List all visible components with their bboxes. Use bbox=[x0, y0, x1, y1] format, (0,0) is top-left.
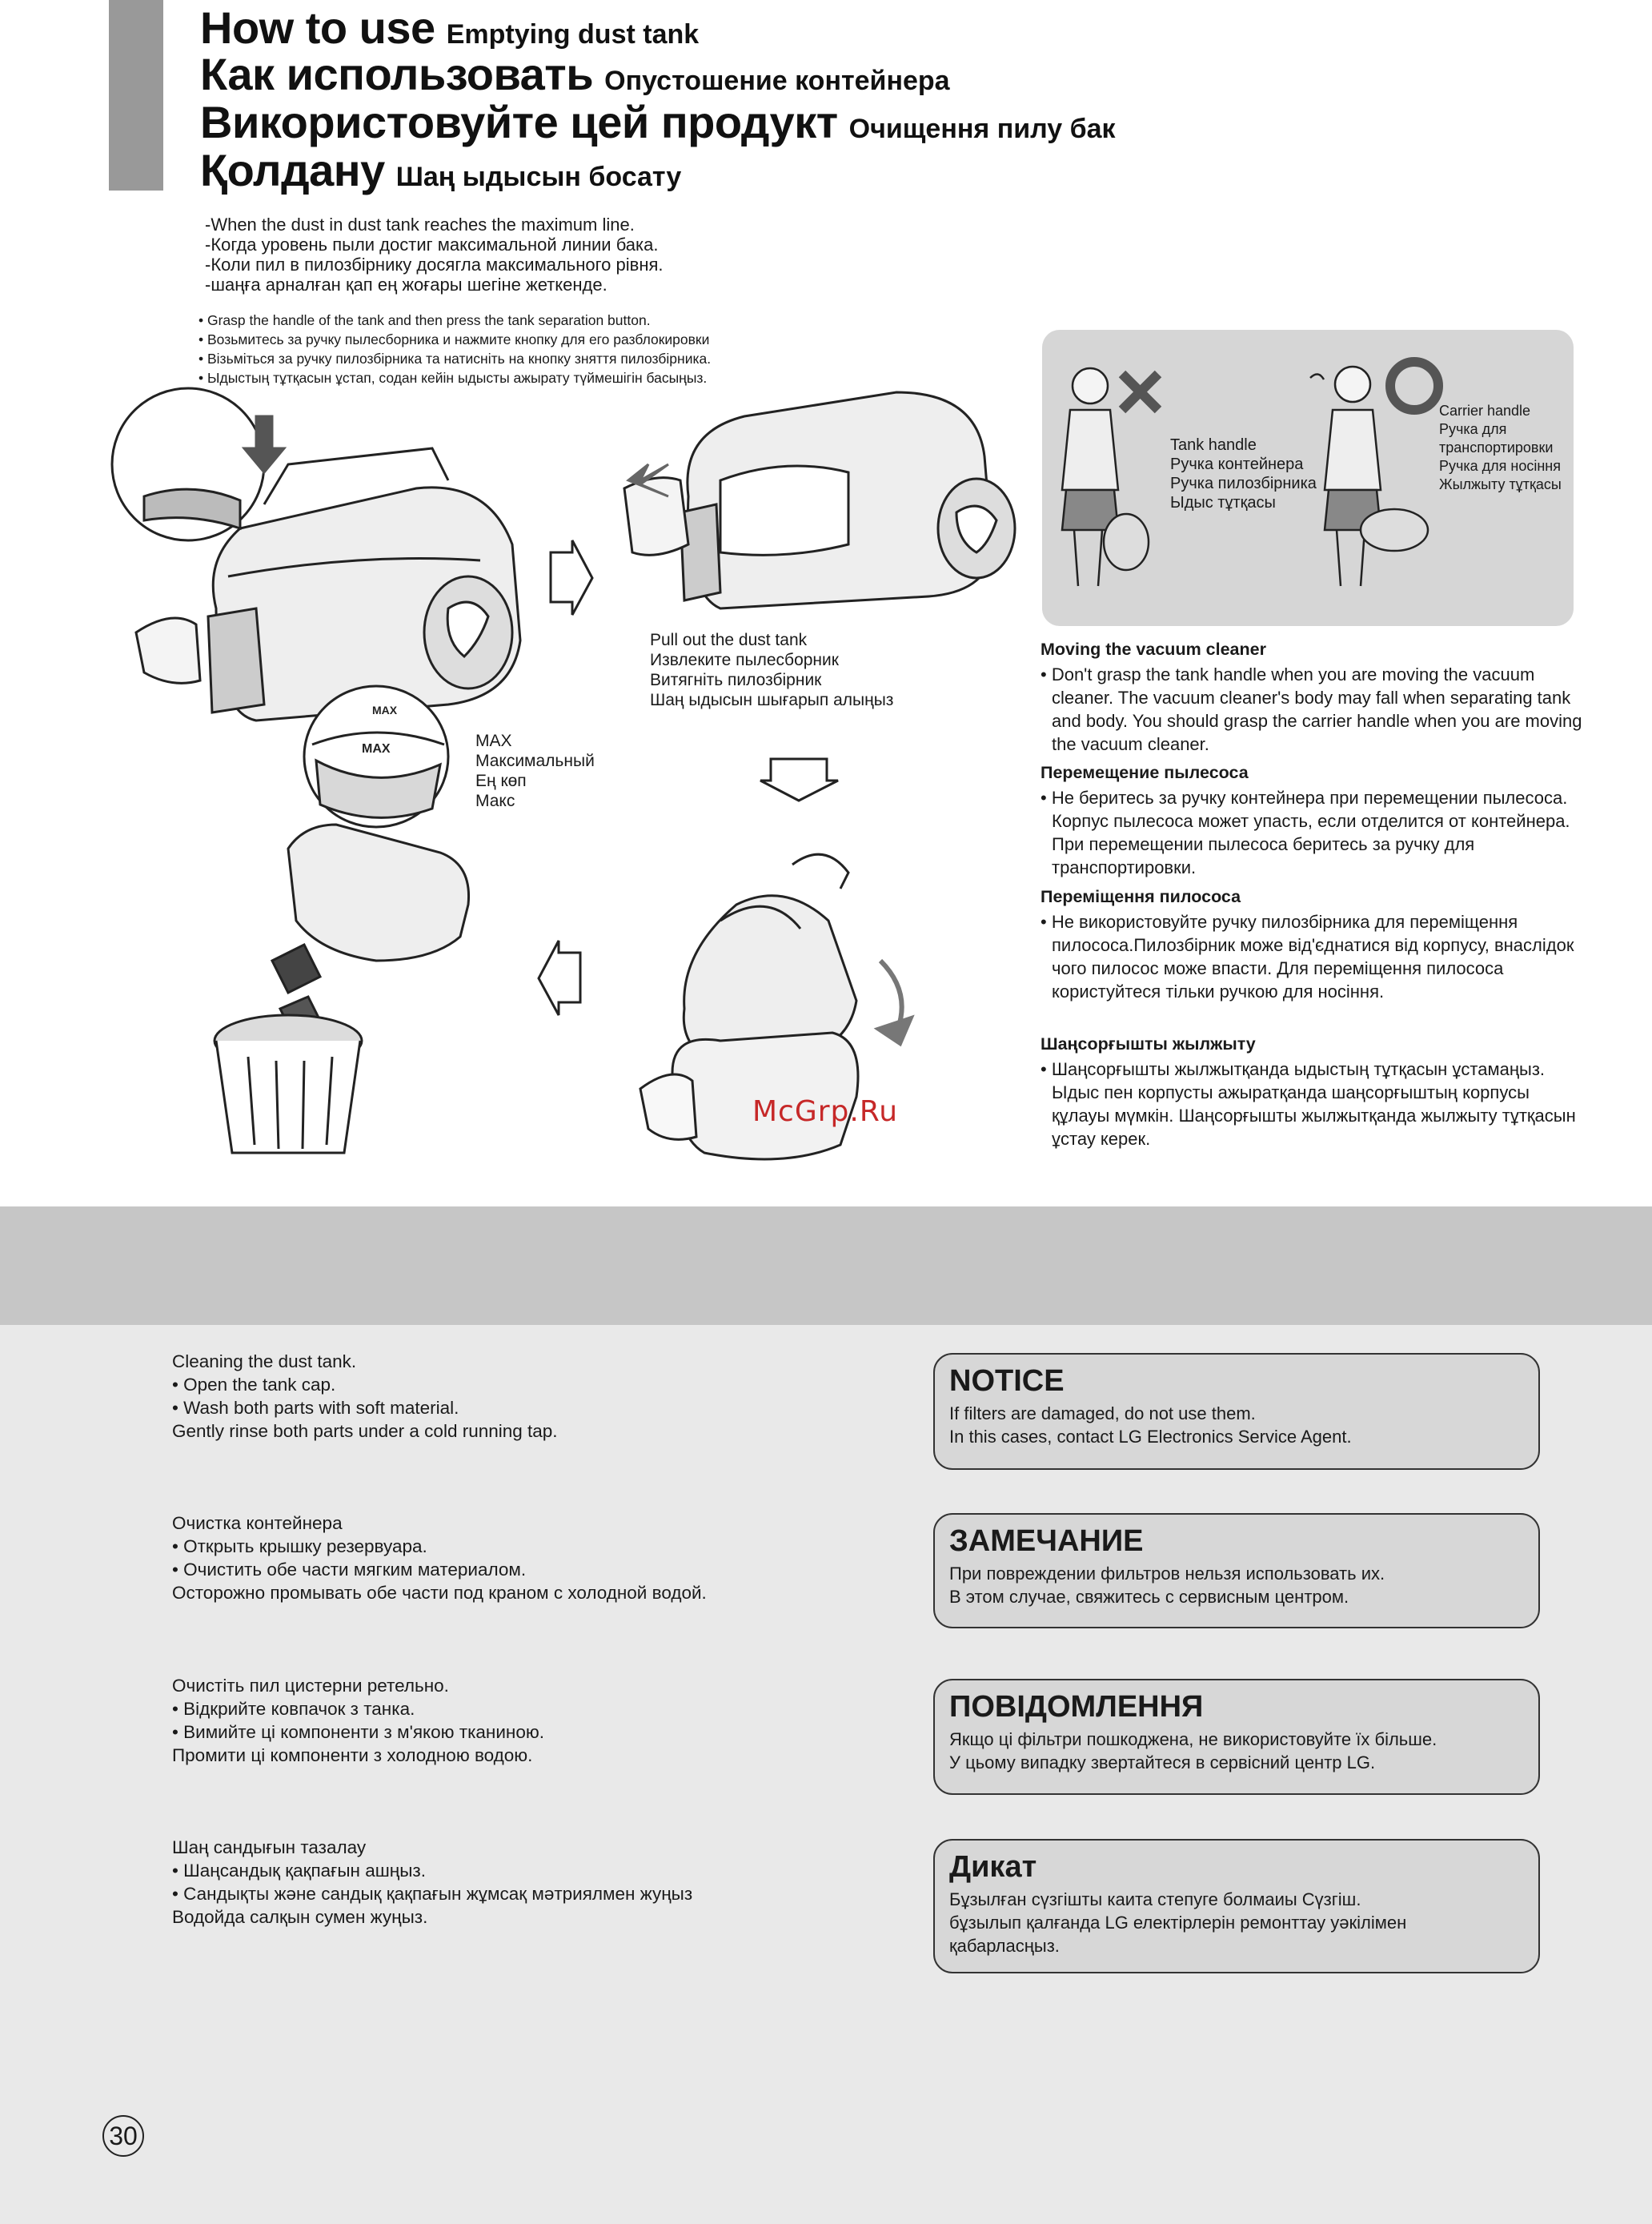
moving-section-ru: Перемещение пылесоса • Не беритесь за ручку контейнера при перемещении пылесоса. Корпус пылесоса может упасть, если отделится от контейнера. При перемещении пылесоса беритесь за ручку для транспортировки. bbox=[1041, 763, 1570, 877]
cleaning-kk: Шаң сандығын тазалау • Шаңсандық қақпағын ашңыз. • Сандықты және сандық қақпағын жұмсақ мәтриялмен жуңыз Водойда салқын сумен жуңыз. bbox=[172, 1837, 693, 1927]
pull-out-label: Pull out the dust tank Извлеките пылесборник Витягніть пилозбірник Шаң ыдысын шығарып алыңыз bbox=[650, 631, 894, 709]
moving-section-kk: Шаңсорғышты жылжыту • Шаңсорғышты жылжытқанда ыдыстың тұтқасын ұстамаңыз. Ыдыс пен корпусты ажыратқанда шаңсорғыштың корпусы құлауы мүмкін. Шаңсорғышты жылжытқанда жылжыту тұтқасын ұстау керек. bbox=[1041, 1034, 1576, 1149]
moving-section-en: Moving the vacuum cleaner • Don't grasp the tank handle when you are moving the vacuum cleaner. The vacuum cleaner's body may fall when separating tank and body. You should grasp the carrier handle when you are moving the vacuum cleaner. bbox=[1041, 640, 1582, 754]
cleaning-uk: Очистіть пил цистерни ретельно. • Відкрийте ковпачок з танка. • Вимийте ці компоненти з м'якою тканиною. Промити ці компоненти з холодною водою. bbox=[172, 1676, 544, 1765]
grasp-instructions: • Grasp the handle of the tank and then press the tank separation button. • Возьмитесь за ручку пылесборника и нажмите кнопку для его разблокировки • Візьміться за ручку пилозбірника та натисніть на кнопку зняття пилозбірника. • Ыдыстың тұтқасын ұстап, содан кейін ыдысты ажырату түймешігін басыңыз. bbox=[198, 312, 712, 386]
title-line-ru: Как использовать Опустошение контейнера bbox=[200, 49, 950, 99]
carrier-handle-label: Carrier handle Ручка для транспортировки Ручка для носіння Жылжыту тұтқасы bbox=[1439, 403, 1562, 492]
handle-comparison-panel bbox=[1042, 330, 1574, 626]
cleaning-ru: Очистка контейнера • Открыть крышку резервуара. • Очистить обе части мягким материалом. Осторожно промывать обе части под краном с холодной водой. bbox=[172, 1513, 707, 1603]
notice-box-ru: ЗАМЕЧАНИЕ При повреждении фильтров нельзя использовать их. В этом случае, свяжитесь с сервисным центром. bbox=[933, 1513, 1540, 1628]
title-line-kk: Қолдану Шаң ыдысын босату bbox=[200, 145, 682, 195]
cleaning-en: Cleaning the dust tank. • Open the tank cap. • Wash both parts with soft material. Gently rinse both parts under a cold running tap. bbox=[172, 1351, 558, 1441]
moving-section-uk: Переміщення пилососа • Не використовуйте ручку пилозбірника для переміщення пилососа.Пилозбірник може від'єднатися від корпусу, внаслідок чого пилосос може впасти. Для переміщення пилососа користуйтеся тільки ручкою для носіння. bbox=[1041, 887, 1574, 1002]
title-line-uk: Використовуйте цей продукт Очищення пилу бак bbox=[200, 97, 1116, 147]
intro-text: -When the dust in dust tank reaches the maximum line. -Когда уровень пыли достиг максимальной линии бака. -Коли пил в пилозбірнику досягла максимального рівня. -шаңға арналған қап ең жоғары шегіне жеткенде. bbox=[205, 215, 664, 295]
max-mark-small: MAX bbox=[372, 704, 398, 717]
notice-box-en: NOTICE If filters are damaged, do not use them. In this cases, contact LG Electronics Service Agent. bbox=[933, 1353, 1540, 1470]
max-mark-zoom: MAX bbox=[362, 742, 391, 756]
watermark: McGrp.Ru bbox=[752, 1095, 899, 1128]
tank-handle-label: Tank handle Ручка контейнера Ручка пилозбірника Ыдыс тұтқасы bbox=[1170, 436, 1317, 512]
title-line-en: How to use Emptying dust tank bbox=[200, 2, 700, 53]
page-number: 30 bbox=[102, 2115, 144, 2157]
notice-box-uk: ПОВІДОМЛЕННЯ Якщо ці фільтри пошкоджена, не використовуйте їх більше. У цьому випадку звертайтеся в сервісний центр LG. bbox=[933, 1679, 1540, 1795]
max-line-label: MAX Максимальный Ең көп Макс bbox=[475, 732, 595, 810]
grey-band bbox=[0, 1206, 1652, 1325]
notice-box-kk: Дикат Бұзылған сүзгішты каита степуге болмаиы Сүзгіш. бұзылып қалғанда LG електірлерін ремонттау уәкілімен қабарласңыз. bbox=[933, 1839, 1540, 1973]
